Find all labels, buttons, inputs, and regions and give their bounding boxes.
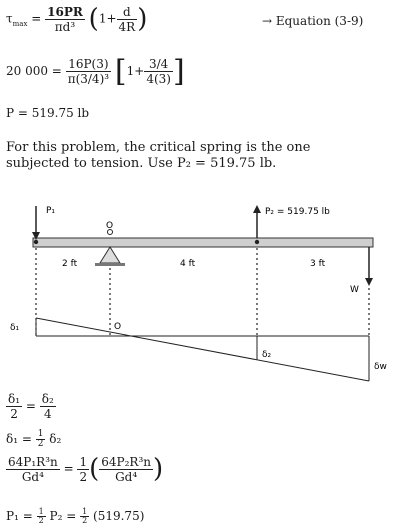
fraction-numerator: 16P(3): [66, 57, 111, 72]
equation-reference: → Equation (3-9): [262, 14, 364, 28]
tau-symbol: τ: [6, 11, 13, 26]
equals-sign: =: [25, 399, 36, 413]
eq7-lhs: P₁ =: [6, 509, 33, 523]
equation-delta1: [6, 430, 61, 449]
fraction-denominator: 2: [79, 469, 88, 484]
pivot-ground: [95, 263, 125, 266]
fraction-half: [36, 430, 46, 449]
dimension-4ft: 4 ft: [180, 259, 196, 269]
explanation-paragraph: [6, 140, 310, 172]
dimension-3ft: 3 ft: [310, 259, 326, 269]
p2-pin: [255, 240, 259, 244]
inner-numerator: 3/4: [144, 57, 173, 72]
fraction-denominator: Gd⁴: [115, 469, 138, 484]
eq2-lhs: 20 000 =: [6, 64, 62, 78]
left-paren: (: [88, 4, 99, 34]
tau-subscript: max: [12, 19, 28, 28]
one-plus: 1+: [126, 64, 145, 78]
equals-sign: =: [31, 11, 42, 26]
fraction-numerator: 1: [37, 429, 44, 439]
fraction-numerator: 1: [82, 507, 88, 516]
left-paren: (: [89, 454, 100, 484]
equation-substitution: [6, 54, 185, 89]
equals-sign: =: [63, 461, 74, 476]
fraction-half: [77, 455, 89, 484]
eq7-tail: (519.75): [93, 509, 145, 523]
paragraph-line-1: For this problem, the critical spring is the one: [6, 140, 311, 155]
fraction-left: [6, 455, 60, 484]
right-paren: ): [137, 4, 148, 34]
fraction-d-4r: [117, 5, 138, 34]
fraction-denominator: Gd⁴: [21, 469, 44, 484]
fraction-16pr: [45, 5, 85, 34]
fraction-numerator: 64P₁R³n: [8, 454, 58, 469]
fraction-half: [37, 508, 46, 525]
fraction-right: [99, 455, 153, 484]
one-plus: 1+: [98, 11, 117, 26]
fraction-delta1-2: [6, 392, 22, 421]
fraction-numerator: 16PR: [47, 4, 83, 19]
inner-denominator: 4R: [118, 19, 136, 34]
pivot-support-icon: [100, 247, 120, 263]
fraction-denominator: π(3/4)³: [67, 72, 110, 86]
equation-ratio: [6, 392, 56, 421]
fraction-numerator: 1: [38, 507, 44, 516]
result-p: P = 519.75 lb: [6, 106, 90, 120]
deflection-line: [36, 318, 369, 381]
paragraph-line-2: subjected to tension. Use P₂ = 519.75 lb.: [6, 156, 277, 171]
delta2-label: δ₂: [262, 350, 272, 360]
beam-deflection-diagram: [0, 196, 408, 388]
p1-pin: [34, 240, 38, 244]
beam: [33, 238, 373, 247]
fraction-denominator: 2: [10, 407, 18, 421]
inner-denominator: 4(3): [146, 72, 171, 86]
equation-spring-deflection: [6, 454, 163, 484]
fraction-denominator: 2: [82, 516, 88, 525]
equation-p1: [6, 508, 144, 525]
delta1-label: δ₁: [10, 323, 20, 333]
w-arrow-head: [365, 278, 373, 286]
p1-label: P₁: [46, 206, 56, 216]
equation-tau-max: [6, 4, 147, 34]
eq5-lhs: δ₁ =: [6, 432, 32, 446]
fraction-delta2-4: [40, 392, 56, 421]
left-bracket: [: [114, 54, 127, 89]
fraction-half: [80, 508, 89, 525]
fraction-16p3: [66, 57, 111, 86]
fraction-denominator: 2: [38, 516, 44, 525]
w-label: W: [350, 285, 359, 295]
pivot-label-mid: O: [114, 322, 122, 332]
inner-numerator: d: [117, 5, 138, 20]
fraction-denominator: πd³: [54, 19, 76, 34]
eq5-rhs: δ₂: [49, 432, 62, 446]
deltaw-label: δw: [374, 362, 387, 372]
right-paren: ): [152, 454, 164, 484]
right-bracket: ]: [172, 54, 185, 89]
pivot-label-top: O: [106, 221, 114, 231]
fraction-denominator: 4: [43, 407, 52, 421]
eq7-mid: P₂ =: [49, 509, 77, 523]
fraction-numerator: δ₁: [8, 392, 21, 406]
p2-label: P₂ = 519.75 lb: [265, 207, 330, 217]
fraction-numerator: 64P₂R³n: [101, 454, 151, 469]
fraction-inner: [144, 57, 173, 86]
fraction-numerator: 1: [79, 454, 88, 469]
dimension-2ft: 2 ft: [62, 259, 78, 269]
p2-arrow-head: [253, 205, 261, 213]
fraction-numerator: δ₂: [41, 392, 54, 406]
fraction-denominator: 2: [37, 439, 44, 449]
